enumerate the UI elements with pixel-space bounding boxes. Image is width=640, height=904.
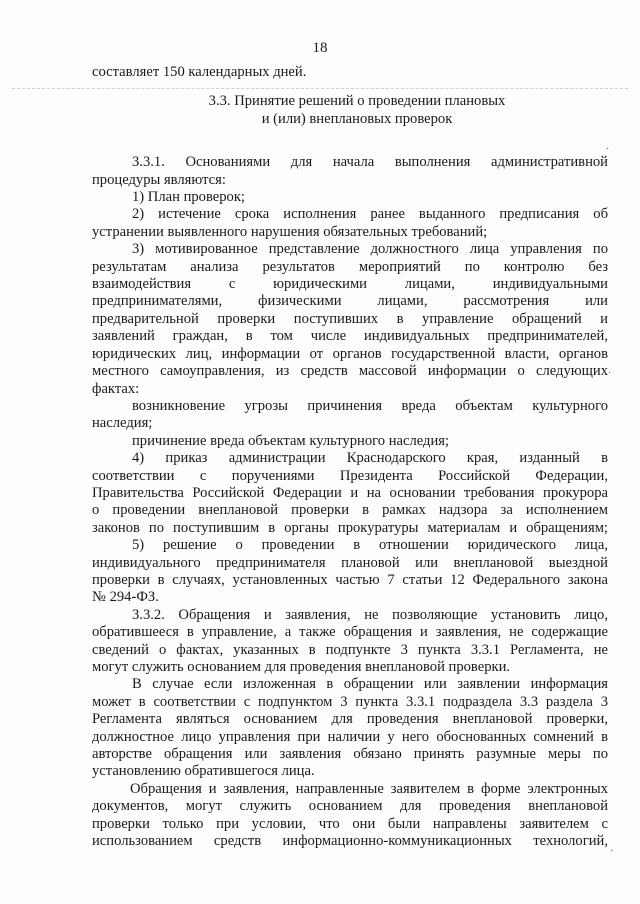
text-line: наследия;	[92, 415, 153, 432]
section-heading-line-1: 3.3. Принятие решений о проведении плановых	[208, 93, 506, 110]
text-line: № 294-ФЗ.	[92, 589, 159, 606]
text-line: предпринимателями, физическими лицами, рассмотрения или	[92, 293, 608, 310]
text-line: заявлений граждан, в том числе индивидуальных предпринимателей,	[92, 328, 608, 345]
text-line: о проведении внеплановой проверки в рамках надзора за исполнением	[92, 502, 608, 519]
text-line: проверки в случаях, установленных частью 7 статьи 12 Федерального закона	[92, 571, 608, 588]
intro-line: составляет 150 календарных дней.	[92, 64, 307, 80]
text-line: предварительной проверки поступивших в управление обращений и	[92, 310, 608, 327]
page-number: 18	[312, 40, 328, 56]
text-line: авторстве обращения или заявления обязано принять разумные меры по	[92, 746, 608, 763]
text-line: документов, могут служить основанием для проведения внеплановой	[92, 798, 608, 815]
section-heading-line-2: и (или) внеплановых проверок	[261, 110, 453, 127]
text-line: В случае если изложенная в обращении или заявлении информация	[132, 676, 608, 693]
text-line: обратившееся в управление, а также обращения и заявления, не содержащие	[92, 624, 608, 641]
scan-speck: ·	[608, 368, 612, 379]
text-line: установлению обратившегося лица.	[92, 763, 315, 780]
text-line: 3) мотивированное представление должностного лица управления по	[132, 241, 608, 258]
text-line: Регламента являться основанием для проведения внеплановой проверки,	[92, 711, 608, 728]
text-line: результатам анализа результатов мероприятий по контролю без	[92, 258, 608, 275]
text-line: 3.3.2. Обращения и заявления, не позволяющие установить лицо,	[132, 606, 608, 623]
text-line: причинение вреда объектам культурного наследия;	[132, 432, 450, 449]
text-line: 2) истечение срока исполнения ранее выданного предписания об	[132, 206, 608, 223]
text-line: законов по поступившим в органы прокуратуры материалам и обращениям;	[92, 519, 608, 536]
text-line: 3.3.1. Основаниями для начала выполнения административной	[132, 154, 608, 171]
text-line: взаимодействия с юридическими лицами, индивидуальными	[92, 276, 608, 293]
document-body	[92, 64, 608, 850]
text-line: Обращения и заявления, направленные заявителем в форме электронных	[130, 780, 608, 797]
text-line: Правительства Российской Федерации и на основании требования прокурора	[92, 484, 608, 501]
text-line: возникновение угрозы причинения вреда объектам культурного	[132, 397, 608, 414]
text-line: юридических лиц, информации от органов государственной власти, органов	[92, 345, 608, 362]
text-line: могут служить основанием для проведения внеплановой проверки.	[92, 659, 511, 675]
text-line: 4) приказ администрации Краснодарского края, изданный в	[132, 450, 608, 467]
text-line: процедуры являются:	[92, 171, 226, 188]
text-line: может в соответствии с подпунктом 3 пункта 3.3.1 подраздела 3.3 раздела 3	[92, 693, 608, 710]
text-line: местного самоуправления, из средств массовой информации о следующих	[92, 363, 608, 380]
text-line: индивидуального предпринимателя плановой или внеплановой выездной	[92, 554, 608, 571]
text-line: проверки только при условии, что они были направлены заявителем с	[92, 815, 608, 832]
text-line: 5) решение о проведении в отношении юридического лица,	[132, 537, 608, 554]
scan-speck: ·	[610, 846, 614, 857]
text-line: 1) План проверок;	[132, 189, 245, 206]
text-line: фактах:	[92, 380, 140, 397]
text-line: соответствии с поручениями Президента Российской Федерации,	[92, 467, 608, 484]
text-line: использованием средств информационно-коммуникационных технологий,	[92, 833, 608, 850]
text-line: устранении выявленного нарушения обязательных требований;	[92, 223, 488, 240]
text-line: должностное лицо управления при наличии у него обоснованных сомнений в	[92, 728, 608, 745]
text-line: сведений о фактах, указанных в подпункте 3 пункта 3.3.1 Регламента, не	[92, 641, 608, 658]
scan-speck: ·	[606, 144, 610, 155]
